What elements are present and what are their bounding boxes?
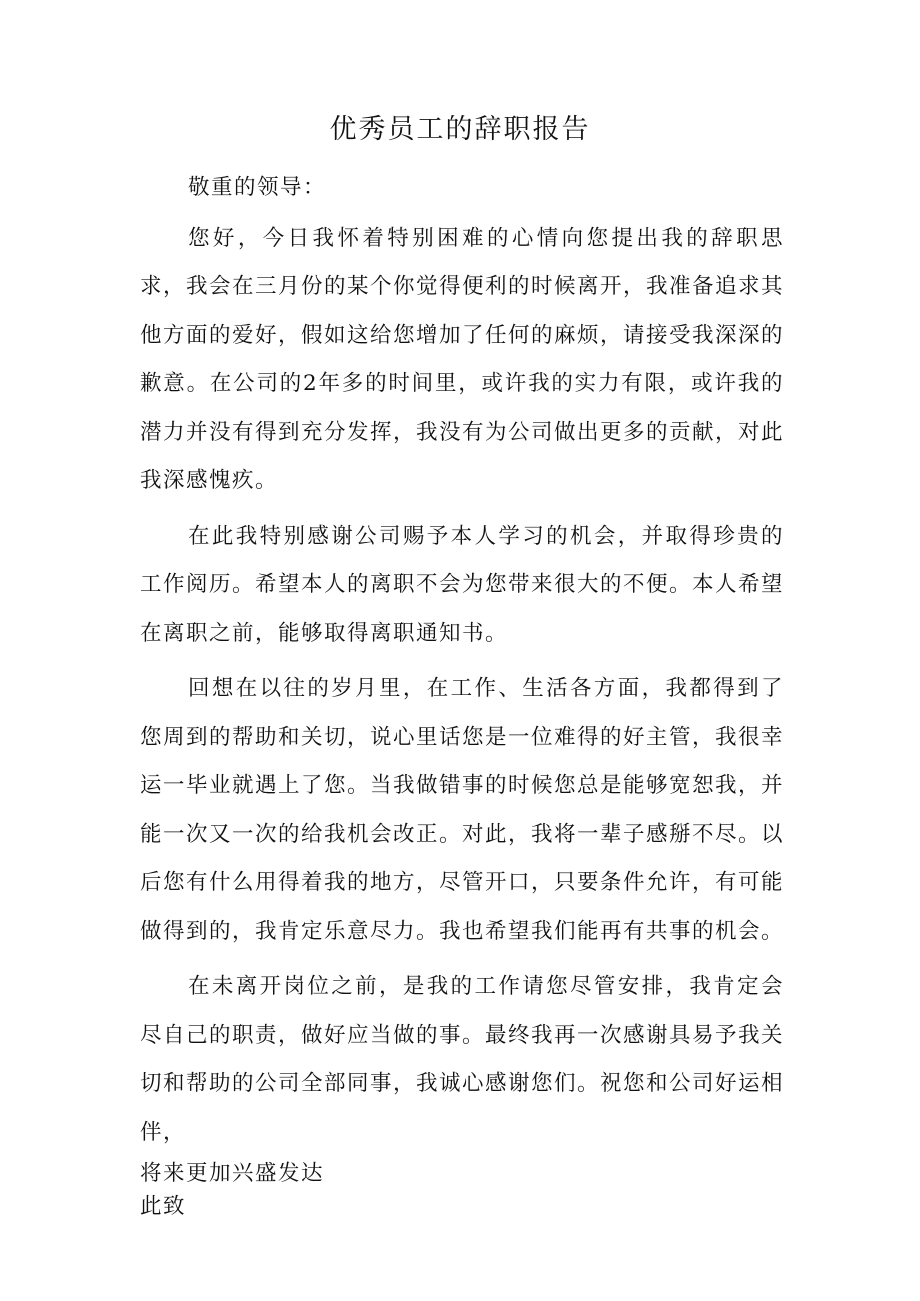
closing-line: 将来更加兴盛发达 [140,1161,325,1186]
salutation: 敬重的领导： [188,175,327,200]
paragraph-1: 您好，今日我怀着特别困难的心情向您提出我的辞职思求，我会在三月份的某个你觉得便利的时候离开，我准备追求其他方面的爱好，假如这给您增加了任何的麻烦，请接受我深深的歉意。在公司的2年多的时间里，或许我的实力有限，或许我的潜力并没有得到充分发挥，我没有为公司做出更多的贡献，对此我深感愧疚。 [140,225,785,493]
document-title: 优秀员工的辞职报告 [329,114,591,145]
letter-body [140,164,784,1223]
sign-off: 此致 [140,1194,187,1219]
paragraph-4: 在未离开岗位之前，是我的工作请您尽管安排，我肯定会尽自己的职责，做好应当做的事。最终我再一次感谢具易予我关切和帮助的公司全部同事，我诚心感谢您们。祝您和公司好运相伴， [140,974,785,1145]
paragraph-2: 在此我特别感谢公司赐予本人学习的机会，并取得珍贵的工作阅历。希望本人的离职不会为您带来很大的不便。本人希望在离职之前，能够取得离职通知书。 [140,523,785,646]
paragraph-3: 回想在以往的岁月里，在工作、生活各方面，我都得到了您周到的帮助和关切，说心里话您是一位难得的好主管，我很幸运一毕业就遇上了您。当我做错事的时候您总是能够宽恕我，并能一次又一次的给我机会改正。对此，我将一辈子感掰不尽。以后您有什么用得着我的地方，尽管开口，只要条件允许，有可能做得到的，我肯定乐意尽力。我也希望我们能再有共事的机会。 [140,676,785,944]
